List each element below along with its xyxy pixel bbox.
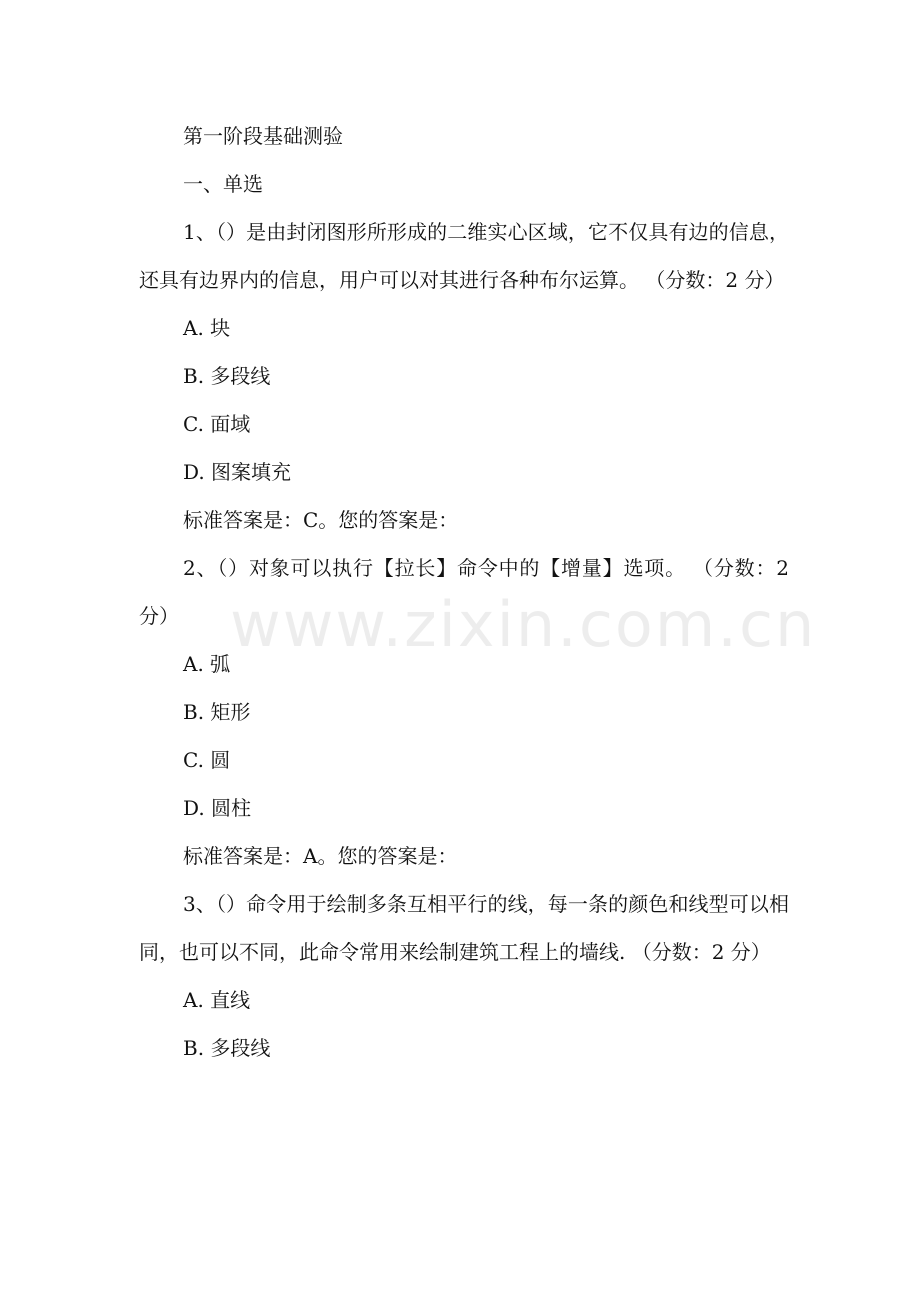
question-text: 2、（）对象可以执行【拉长】命令中的【增量】选项。 （分数：2 分） bbox=[139, 556, 789, 628]
question-1 bbox=[139, 208, 789, 544]
option-a: A. 弧 bbox=[183, 652, 231, 676]
answer-line: 标准答案是：A。您的答案是： bbox=[183, 844, 458, 868]
option-c: C. 圆 bbox=[183, 748, 231, 772]
document-content bbox=[139, 112, 789, 1072]
option-a: A. 直线 bbox=[183, 988, 251, 1012]
section-heading: 一、单选 bbox=[183, 172, 263, 196]
option-b: B. 矩形 bbox=[183, 700, 251, 724]
option-d: D. 图案填充 bbox=[183, 460, 292, 484]
option-a: A. 块 bbox=[183, 316, 231, 340]
question-text: 1、（）是由封闭图形所形成的二维实心区域，它不仅具有边的信息，还具有边界内的信息，用户可以对其进行各种布尔运算。 （分数：2 分） bbox=[139, 220, 789, 292]
question-3 bbox=[139, 880, 789, 1072]
answer-line: 标准答案是：C。您的答案是： bbox=[183, 508, 459, 532]
watermark: www.zixin.com.cn bbox=[230, 588, 817, 661]
option-b: B. 多段线 bbox=[183, 364, 271, 388]
question-text: 3、（）命令用于绘制多条互相平行的线，每一条的颜色和线型可以相同，也可以不同，此命令常用来绘制建筑工程上的墙线. （分数：2 分） bbox=[139, 892, 789, 964]
option-b: B. 多段线 bbox=[183, 1036, 271, 1060]
option-c: C. 面域 bbox=[183, 412, 251, 436]
option-d: D. 圆柱 bbox=[183, 796, 252, 820]
question-2 bbox=[139, 544, 789, 880]
page-title: 第一阶段基础测验 bbox=[183, 124, 343, 148]
